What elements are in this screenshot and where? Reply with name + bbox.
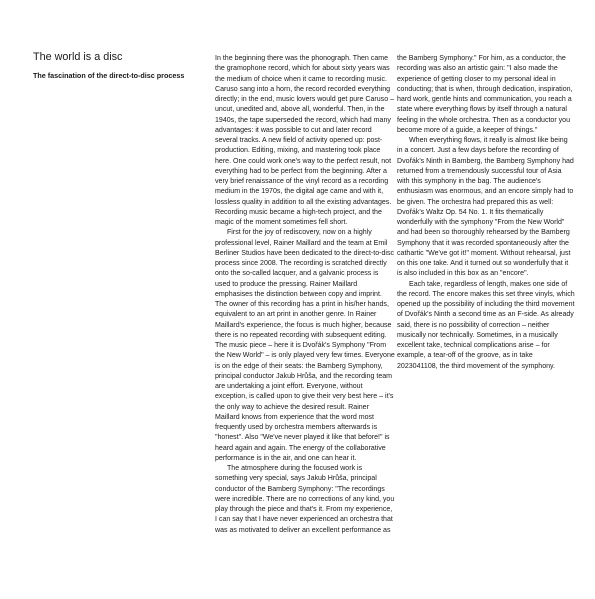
paragraph: Each take, regardless of length, makes one side of the record. The encore makes this set three vinyls, which opened up the possibility of including the third movement of Dvořák's Ninth a second time as an F-side. As already said, there is no possibility of correction – neither musically nor technically. Sometimes, in a musically excellent take, technical complications arise – for example, a tear-off of the groove, as in take 2023041108, the third movement of the symphony.	[397, 280, 575, 370]
paragraph: When everything flows, it really is almost like being in a concert. Just a few days before the recording of Dvořák's Ninth in Bamberg, the Bamberg Symphony had returned from a tremendously successful tour of Asia with this symphony in the bag. The audience's enthusiasm was enormous, and an encore simply had to be given. The orchestra had prepared this as well: Dvořák's Waltz Op. 54 No. 1. It fits thematically wonderfully with the symphony "From the New World" and had been so thoroughly rehearsed by the Bamberg Symphony that it was recorded spontaneously after the cathartic "We've got it!" moment. Without rehearsal, just on this one take. And it turned out so wonderfully that it is also included in this box as an "encore".	[397, 137, 574, 278]
paragraph: The atmosphere during the focused work is something very special, says Jakub Hrůša, principal conductor of the Bamberg Symphony: "The recordings were incredible. There are no corrections of any kind, you play through the piece and that's it. From my experience, I can say that I have never experienced an orchestra that was as motivated to deliver an excellent performance as	[215, 465, 395, 534]
paragraph: the Bamberg Symphony." For him, as a conductor, the recording was also an artistic gain: "I also made the experience of getting closer to my personal ideal in conducting; that is when, through dedication, inspiration, hard work, gentle hints and communication, you reach a state where everything flows by itself through a natural feeling in the whole orchestra. Then as a conductor you become more of a guide, a keeper of things."	[397, 55, 573, 134]
text-column-middle	[215, 54, 395, 536]
text-column-right	[397, 54, 575, 372]
page-title: The world is a disc	[33, 51, 123, 63]
page-subtitle: The fascination of the direct-to-disc process	[33, 71, 185, 80]
paragraph: First for the joy of rediscovery, now on a highly professional level, Rainer Maillard and the team at Emil Berliner Studios have been dedicated to the direct-to-disc process since 2008. The recording is scratched directly onto the so-called lacquer, and a galvanic process is used to produce the pressing. Rainer Maillard emphasises the distinction between copy and imprint. The owner of this recording has a print in his/her hands, equivalent to an art print in another genre. In Rainer Maillard's experience, the focus is much higher, because there is no repeated recording with subsequent editing. The music piece – here it is Dvořák's Symphony "From the New World" – is only played very few times. Everyone is on the edge of their seats: the Bamberg Symphony, principal conductor Jakub Hrůša, and the recording team are undertaking a joint effort. Everyone, without exception, is called upon to give their very best here – it's the only way to achieve the desired result. Rainer Maillard knows from experience that the word most frequently used by orchestra members afterwards is "honest". Also "We've never played it like that before!" is heard again and again. The energy of the collaborative performance is in the air, and one can hear it.	[215, 229, 395, 462]
paragraph: In the beginning there was the phonograph. Then came the gramophone record, which for about sixty years was the medium of choice when it came to recording music. Caruso sang into a horn, the record recorded everything directly; in the end, music lovers would get pure Caruso – uncut, unedited and, above all, wonderful. Then, in the 1940s, the tape superseded the record, which had many advantages: it was possible to cut and later record several tracks. A new field of activity opened up: post-production. Editing, mixing, and mastering took place here. One could work one's way to the perfect result, not everything had to be perfect from the beginning. After a very brief renaissance of the vinyl record as a recording medium in the 1970s, the digital age came and with it, lossless quality in addition to all the existing advantages. Recording music became a high-tech project, and the magic of the moment sometimes fell short.	[215, 55, 395, 226]
